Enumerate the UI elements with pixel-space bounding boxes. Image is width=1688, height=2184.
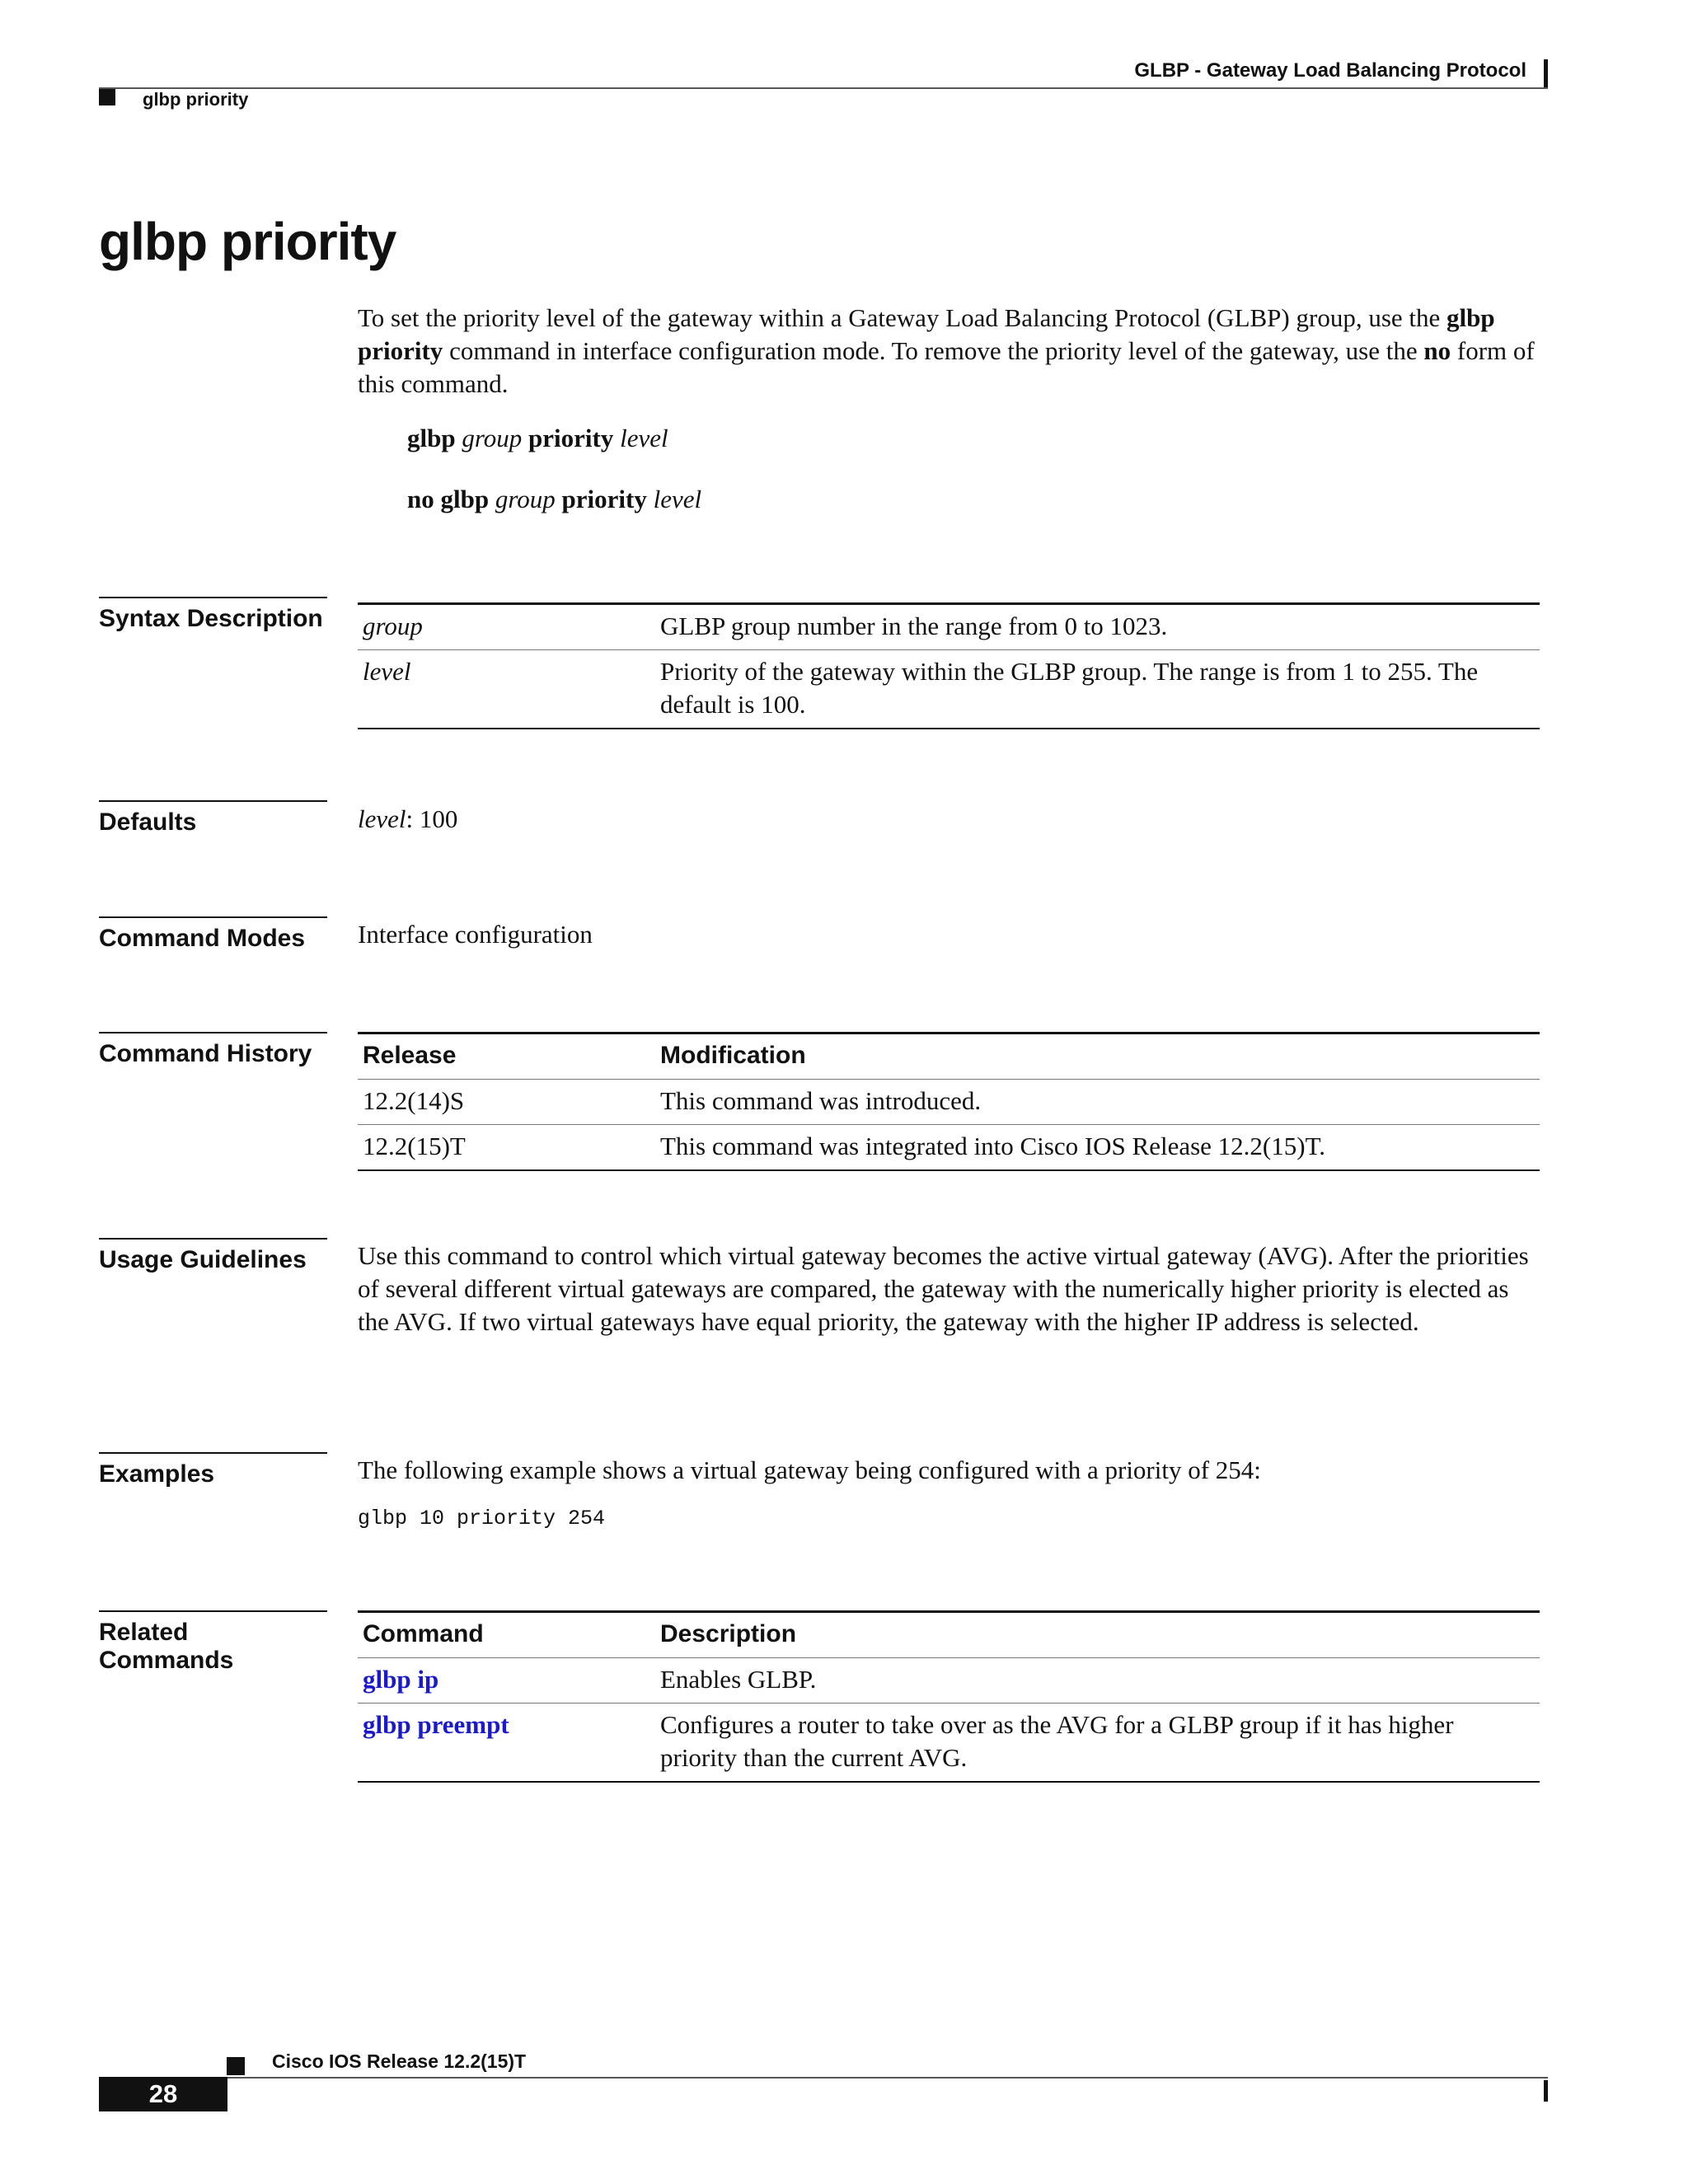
footer-rule	[227, 2077, 1548, 2079]
column-header-description: Description	[655, 1612, 1540, 1658]
related-link-glbp-ip[interactable]: glbp ip	[363, 1665, 439, 1694]
header-bar	[1544, 59, 1548, 89]
syntax-line-2	[407, 485, 701, 514]
intro-text-2: command in interface configuration mode. To remove the priority level of the gateway, use the	[443, 336, 1424, 365]
related-link-glbp-preempt[interactable]: glbp preempt	[363, 1710, 509, 1739]
table-header-row	[358, 1033, 1540, 1080]
release-cell: 12.2(14)S	[358, 1080, 655, 1125]
table-row	[358, 1125, 1540, 1171]
intro-text-3: form of this command.	[358, 336, 1535, 398]
table-row	[358, 604, 1540, 650]
description-cell: Configures a router to take over as the AVG for a GLBP group if it has higher priority than the current AVG.	[655, 1704, 1540, 1783]
command-history-table	[358, 1032, 1540, 1171]
intro-no-keyword: no	[1423, 336, 1451, 365]
page-title: glbp priority	[99, 212, 396, 271]
syntax-keyword: priority	[561, 485, 647, 513]
table-row	[358, 1704, 1540, 1783]
modification-cell: This command was introduced.	[655, 1080, 1540, 1125]
footer-release: Cisco IOS Release 12.2(15)T	[272, 2050, 527, 2072]
syntax-keyword: glbp	[407, 424, 456, 452]
defaults-number: : 100	[406, 804, 458, 833]
related-commands-table	[358, 1610, 1540, 1783]
intro-paragraph	[358, 302, 1545, 401]
section-label-command-history: Command History	[99, 1032, 327, 1068]
running-header-section: glbp priority	[143, 89, 249, 110]
column-header-modification: Modification	[655, 1033, 1540, 1080]
section-label-related-commands: Related Commands	[99, 1610, 327, 1675]
syntax-keyword: no glbp	[407, 485, 490, 513]
header-rule	[99, 87, 1548, 89]
desc-cell: Priority of the gateway within the GLBP group. The range is from 1 to 255. The default is 100.	[655, 650, 1540, 729]
footer-bar	[1544, 2080, 1548, 2102]
syntax-keyword: priority	[528, 424, 614, 452]
intro-command-name: glbp priority	[358, 303, 1495, 365]
syntax-argument: group	[495, 485, 556, 513]
section-label-usage-guidelines: Usage Guidelines	[99, 1238, 327, 1274]
page-number: 28	[99, 2077, 227, 2111]
usage-guidelines-text: Use this command to control which virtual gateway becomes the active virtual gateway (AVG). After the priorities of several different virtual gateways are compared, the gateway with the numerically higher priority is elected as the AVG. If two virtual gateways have equal priority, the gateway with the higher IP address is selected.	[358, 1241, 1529, 1336]
param-cell: group	[358, 604, 655, 650]
table-row	[358, 650, 1540, 729]
syntax-argument: level	[620, 424, 668, 452]
syntax-argument: level	[653, 485, 702, 513]
example-code: glbp 10 priority 254	[358, 1507, 606, 1530]
desc-cell: GLBP group number in the range from 0 to 1023.	[655, 604, 1540, 650]
syntax-argument: group	[462, 424, 523, 452]
syntax-line-1	[407, 424, 668, 453]
intro-text-1: To set the priority level of the gateway within a Gateway Load Balancing Protocol (GLBP) group, use the	[358, 303, 1447, 332]
defaults-value	[358, 803, 457, 836]
examples-text: The following example shows a virtual gateway being configured with a priority of 254:	[358, 1455, 1261, 1484]
section-label-examples: Examples	[99, 1452, 327, 1488]
table-row	[358, 1080, 1540, 1125]
section-label-command-modes: Command Modes	[99, 916, 327, 953]
column-header-command: Command	[358, 1612, 655, 1658]
section-label-syntax-description: Syntax Description	[99, 597, 327, 633]
param-cell: level	[358, 650, 655, 729]
command-modes-value: Interface configuration	[358, 920, 593, 949]
modification-cell: This command was integrated into Cisco IOS Release 12.2(15)T.	[655, 1125, 1540, 1171]
defaults-param: level	[358, 804, 406, 833]
release-cell: 12.2(15)T	[358, 1125, 655, 1171]
syntax-description-table	[358, 602, 1540, 729]
header-square-marker	[99, 89, 115, 105]
table-header-row	[358, 1612, 1540, 1658]
column-header-release: Release	[358, 1033, 655, 1080]
table-row	[358, 1658, 1540, 1704]
description-cell: Enables GLBP.	[655, 1658, 1540, 1704]
running-header-title: GLBP - Gateway Load Balancing Protocol	[1134, 59, 1526, 82]
section-label-defaults: Defaults	[99, 800, 327, 837]
footer-square-marker	[227, 2057, 245, 2075]
